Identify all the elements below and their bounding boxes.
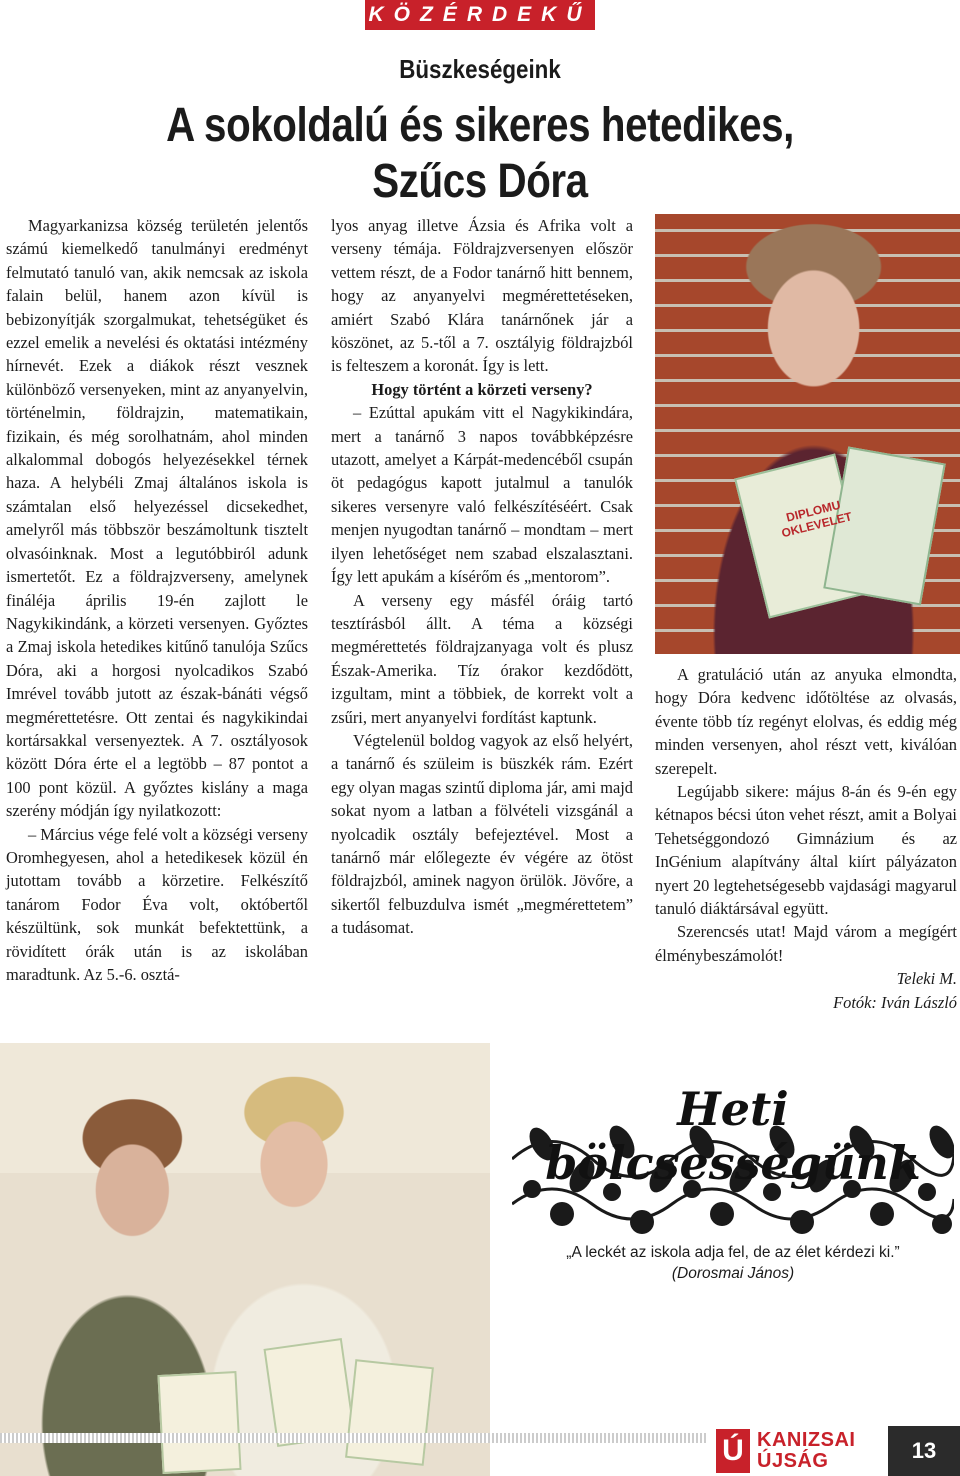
paragraph: A verseny egy másfél óráig tartó tesztírásból állt. A téma a községi megmérettetés földrajzanyaga volt és plusz Észak-Amerika. Tíz órakor kezdődött, izgultam, mint a többiek, de korrekt volt a zsűri, mert anyanyelvi fordítást kaptunk.: [331, 590, 633, 727]
document: [263, 1338, 355, 1447]
paragraph: Magyarkanizsa község területén jelentős számú kiemelkedő tanulmányi eredményt felmutató tanuló van, akik nemcsak az iskola falain belül, hanem azon kívül is bebizonyítják szorgalmukat, tehetségüket és ezzel emelik a nevelési és oktatási intézmény hírnevét. Ezek a diákok részt vesznek különböző versenyeken, mint az anyanyelvin, történelmin, földrajzin, matematikain, fizikain, és még sorolhatnám, ahol minden alkalommal dobogós helyezésekkel térnek haza. A helybéli Zmaj általános iskola is számtalan első helyezéssel dicsekedhet, amelyről más többször beszámoltunk tisztelt olvasóinknak. Most a legutóbbiról adunk ismertetőt. Ez a földrajzverseny, amelynek fináléja április 19-én zajlott le Nagykikindánk, a körzeti versenyen. Győztes a Zmaj iskola hetedikes kitűnő tanulója Szűcs Dóra, aki a horgosi nyolcadikos Szabó Imrével tovább jutott az észak-bánáti végső megmérettetésre. Ott zentai és nagykikindai kortársakkal versenyeztek. A 7. osztályosok között Dóra érte el a legtöbb – 87 pontot a 100 pont közül. A győztes kislány a maga szerény módján így nyilatkozott:: [6, 216, 308, 821]
portrait-photo: [655, 214, 960, 654]
section-label: KÖZÉRDEKŰ: [365, 0, 595, 30]
logo-line-1: KANIZSAI: [757, 1429, 856, 1451]
interview-question: Hogy történt a körzeti verseny?: [371, 379, 593, 399]
wisdom-title: Heti bölcsességünk: [545, 1082, 921, 1190]
document: [157, 1371, 241, 1474]
headline-line-1: A sokoldalú és sikeres hetedikes,: [166, 99, 794, 152]
logo-line-2: ÚJSÁG: [757, 1450, 829, 1472]
photo-credit: Fotók: Iván László: [833, 992, 957, 1012]
quote-text: „A leckét az iskola adja fel, de az élet kérdezi ki.”: [566, 1244, 900, 1261]
paragraph: Legújabb sikere: május 8-án és 9-én egy kétnapos bécsi úton vehet részt, amit a Bolyai Tehetséggondozó Gimnázium és az InGénium alapítvány által kiírt pályázaton nyert 20 legtehetségesebb vajdasági magyarul tanuló diáktársával együtt.: [655, 782, 957, 919]
author: Teleki M.: [896, 969, 957, 989]
wisdom-quote-block: [512, 1242, 954, 1284]
newspaper-logo-mark: Ú: [716, 1429, 750, 1473]
certificate: [823, 446, 946, 605]
kicker: Büszkeségeink: [399, 54, 561, 84]
paragraph: Szerencsés utat! Majd várom a megígért élménybeszámolót!: [655, 922, 957, 965]
quote-attribution: (Dorosmai János): [671, 1265, 795, 1282]
article-column-3: [655, 663, 957, 1014]
contest-photo: [0, 1043, 490, 1476]
paragraph: Végtelenül boldog vagyok az első helyért, a tanárnő és szüleim is büszkék rám. Ezért egy olyan magas szintű diploma jár, ami majd sokat nyom a latban a fölvételi vizsgánál a nyolcadik osztály befejeztével. Most a tanárnő már előlegezte év végére az ötöst földrajzból, aminek nagyon örülök. Jövőre, a sikertől felbuzdulva ismét „megmérettetem” a tudásomat.: [331, 730, 633, 938]
article-column-1: [6, 214, 308, 986]
newspaper-logo: [757, 1430, 855, 1472]
page-number: 13: [911, 1438, 937, 1463]
paragraph: – Március vége felé volt a községi verseny Oromhegyesen, ahol a hetedikesek közül én jutottam tovább a körzetire. Felkészítő tanárom Fodor Éva volt, októbertől készültünk, sok munkát befektettünk, a rövidített órák után is az iskolában maradtunk. Az 5.-6. osztá-: [6, 824, 308, 984]
headline-line-2: Szűcs Dóra: [372, 155, 588, 208]
footer-rule: [0, 1433, 708, 1443]
certificate-text: DIPLOMU OKLEVELET: [780, 497, 854, 541]
paragraph: A gratuláció után az anyuka elmondta, hogy Dóra kedvenc időtöltése az olvasás, évente több tíz regényt elolvas, és eddig még minden versenyen, ahol részt vett, kiválóan szerepelt.: [655, 665, 957, 778]
paragraph: – Ezúttal apukám vitt el Nagykikindára, mert a tanárnő 3 napos továbbképzésre utazott, amelyet a Kárpát-medencéből csupán öt pedagógus kapott jutalmul a tanulók sikeres versenyre való felkészítéséért. Csak menjen nyugodtan tanárnő – mondtam – mert ilyen lehetőséget nem szabad elszalasztani. Így lett apukám a kísérőm és „mentorom”.: [331, 403, 633, 587]
paragraph: lyos anyag illetve Ázsia és Afrika volt a verseny témája. Földrajzversenyen először vettem részt, de a Fodor tanárnő hitt bennem, hogy az anyanyelvi megmérettetéseken, amiért Szabó Klára tanárnőnek jár a köszönet, az 5.-től a 7. osztályig földrajzból is felteszem a koronát. Így is lett.: [331, 216, 633, 376]
document: [345, 1359, 434, 1466]
article-column-2: [331, 214, 633, 940]
